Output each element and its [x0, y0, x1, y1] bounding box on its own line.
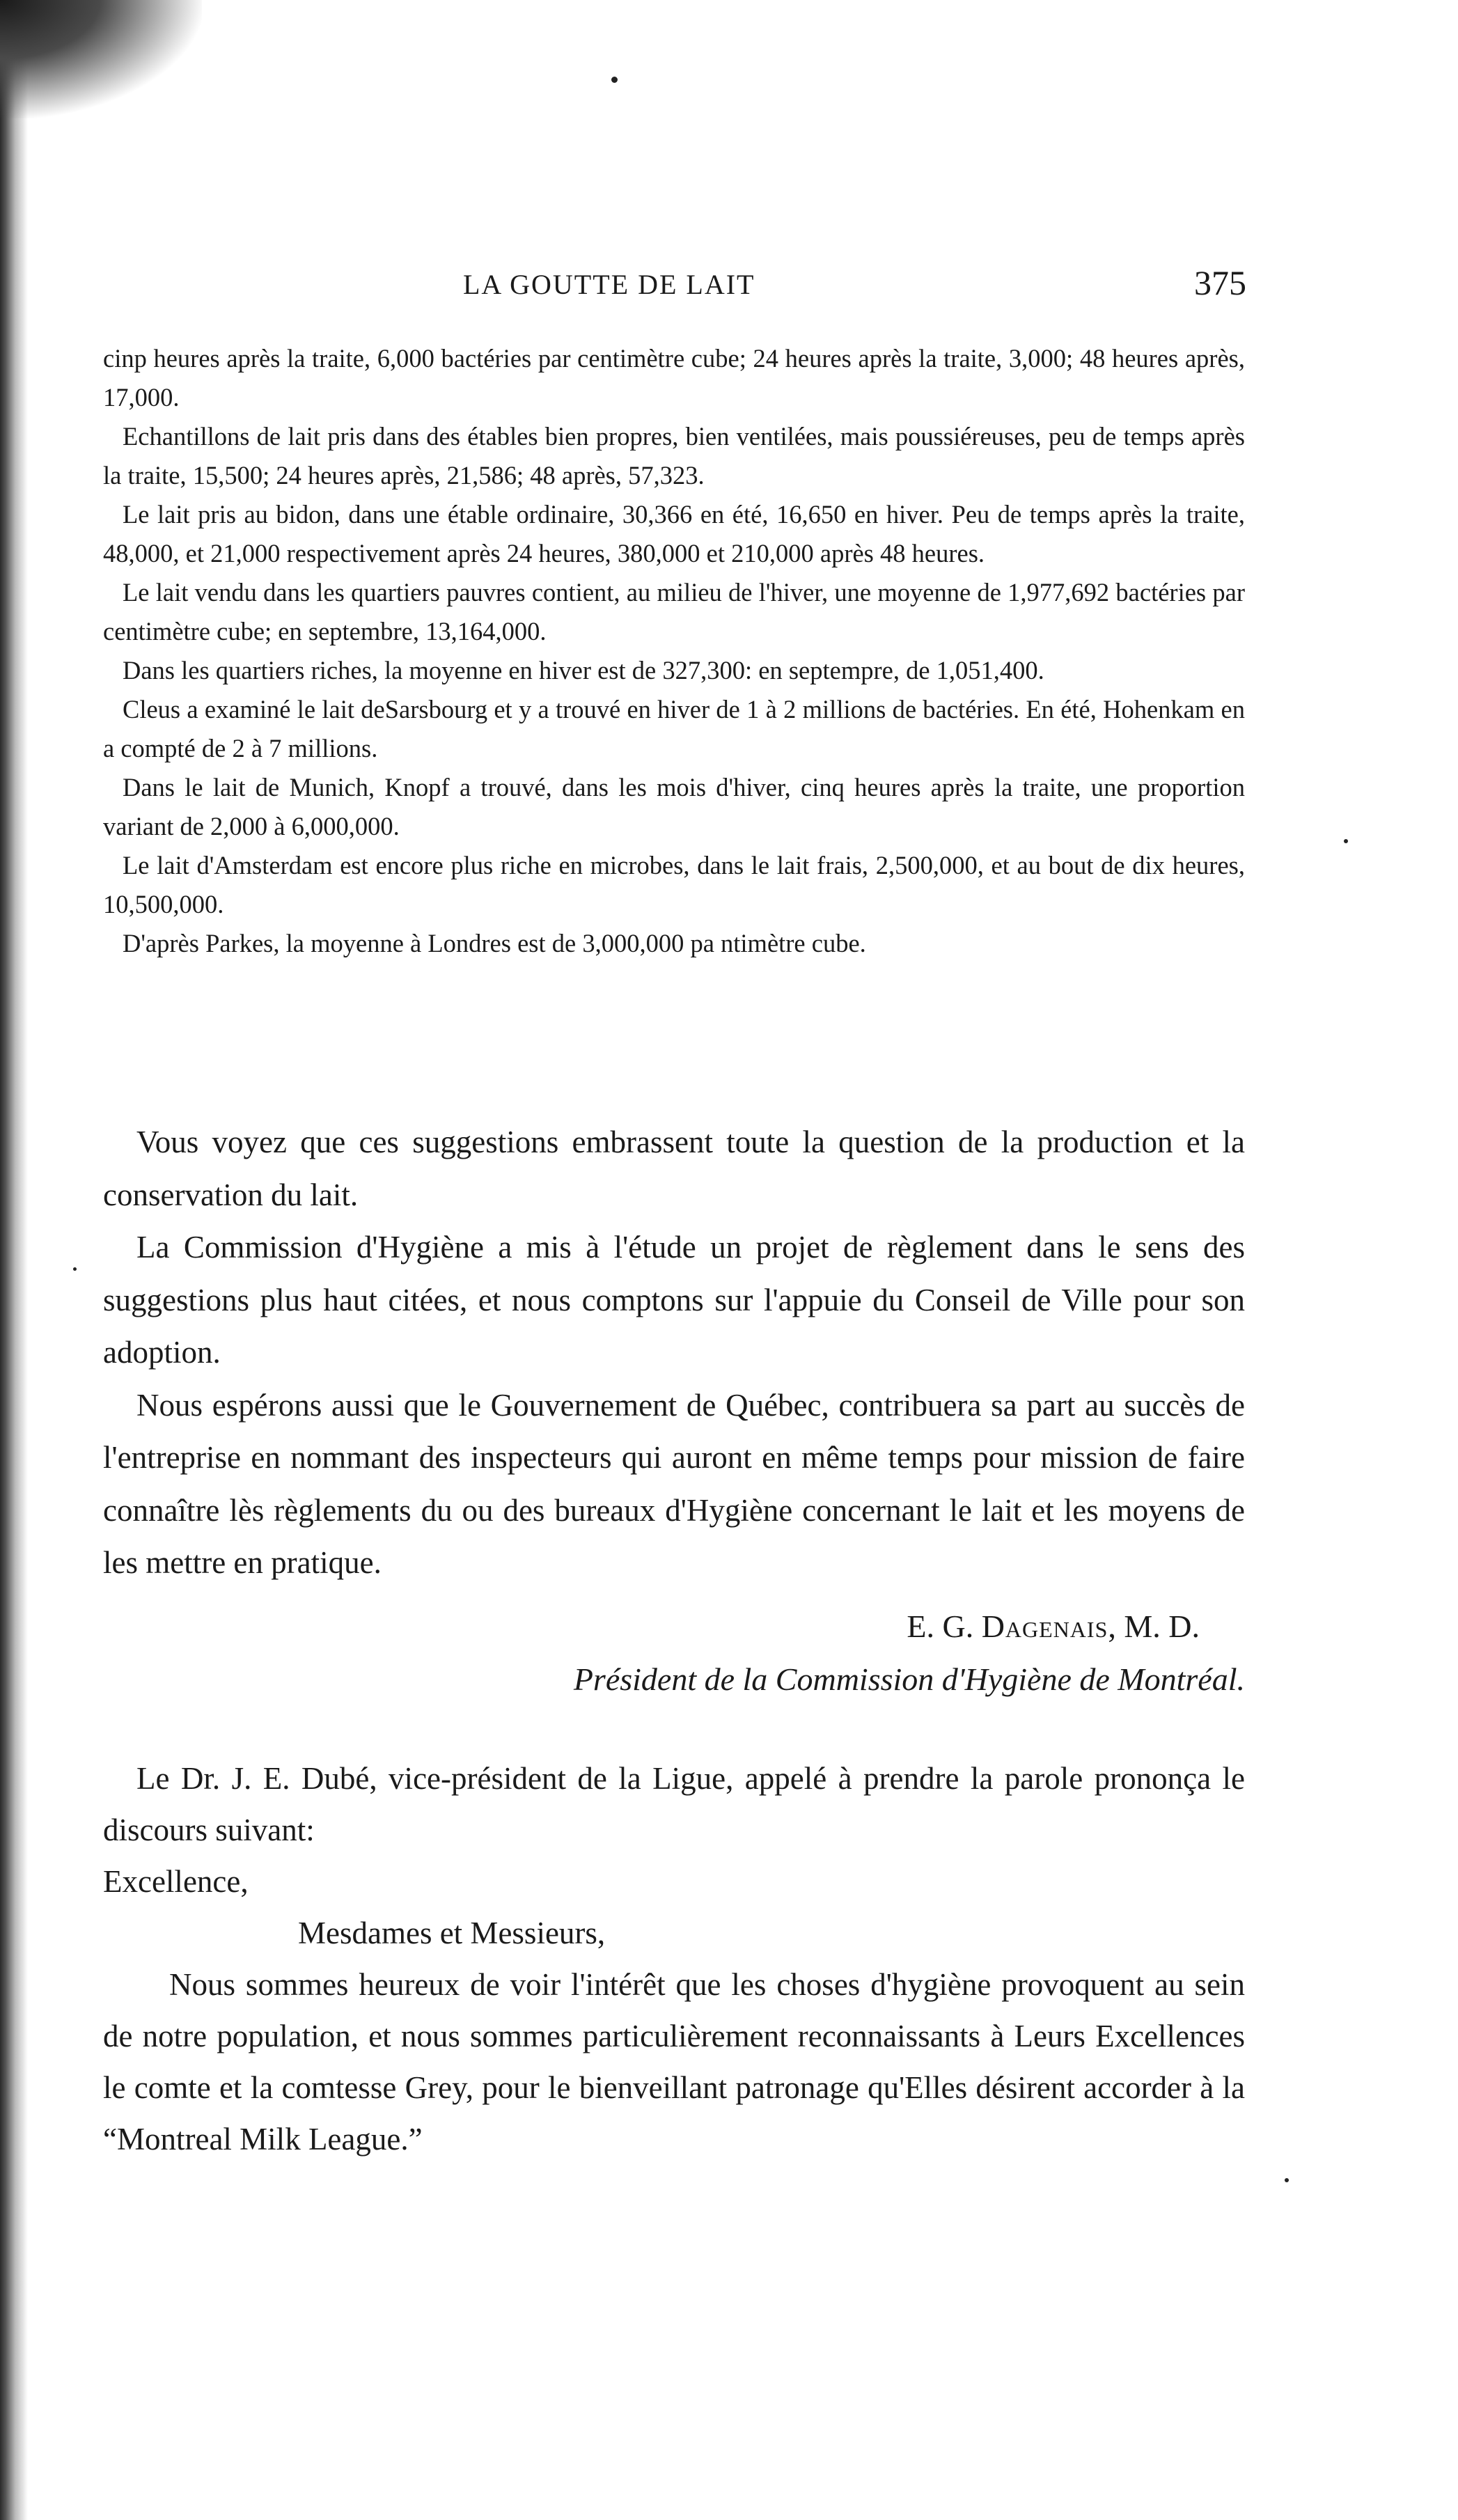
speech-paragraph: Nous sommes heureux de voir l'intérêt que les choses d'hygiène provoquent au sein de notre population, et nous sommes particulièrement reconnaissants à Leurs Excellences le comte et la comtesse Grey, pour le bienveillant patronage qu'Elles désirent accorder à la “Montreal Milk League.” [103, 1967, 1245, 2157]
signatory-surname: Dagenais [981, 1609, 1108, 1644]
ink-speck [73, 1267, 77, 1271]
statistics-paragraph: Cleus a examiné le lait deSarsbourg et y a trouvé en hiver de 1 à 2 millions de bactéries. En été, Hohenkam en a compté de 2 à 7 millions. [103, 695, 1245, 762]
body-paragraph: Vous voyez que ces suggestions embrassent toute la question de la production et la conservation du lait. [103, 1125, 1245, 1212]
ink-speck [1285, 2178, 1289, 2182]
scan-corner-shadow [0, 0, 202, 118]
speech-intro: Le Dr. J. E. Dubé, vice-président de la Ligue, appelé à prendre la parole prononça le discours suivant: [103, 1761, 1245, 1847]
page-number: 375 [1194, 263, 1246, 302]
statistics-paragraph: Echantillons de lait pris dans des étables bien propres, bien ventilées, mais poussiéreuses, peu de temps après la traite, 15,500; 24 heures après, 21,586; 48 après, 57,323. [103, 422, 1245, 490]
statistics-paragraph: Le lait pris au bidon, dans une étable ordinaire, 30,366 en été, 16,650 en hiver. Peu de temps après la traite, 48,000, et 21,000 respectivement après 24 heures, 380,000 et 210,000 après 48 heures. [103, 500, 1245, 568]
ink-speck [611, 77, 618, 83]
signatory-initials: E. G. [907, 1609, 982, 1644]
salutation-audience: Mesdames et Messieurs, [298, 1916, 606, 1950]
statistics-paragraph: Dans le lait de Munich, Knopf a trouvé, dans les mois d'hiver, cinq heures après la traite, une proportion variant de 2,000 à 6,000,000. [103, 773, 1245, 840]
scan-binding-shadow [0, 0, 28, 2520]
signature-block [103, 1600, 1245, 1706]
statistics-paragraph: cinp heures après la traite, 6,000 bactéries par centimètre cube; 24 heures après la traite, 3,000; 48 heures après, 17,000. [103, 344, 1245, 412]
signatory-name [103, 1600, 1245, 1653]
signatory-degree: , M. D. [1108, 1609, 1200, 1644]
page-header [104, 263, 1246, 310]
body-paragraph: La Commission d'Hygiène a mis à l'étude un projet de règlement dans le sens des suggestions plus haut citées, et nous comptons sur l'appuie du Conseil de Ville pour son adoption. [103, 1230, 1245, 1370]
statistics-block [103, 339, 1245, 963]
statistics-paragraph: D'après Parkes, la moyenne à Londres est de 3,000,000 pa ntimètre cube. [123, 929, 866, 957]
signatory-title: Président de la Commission d'Hygiène de Montréal. [573, 1661, 1245, 1697]
running-title: LA GOUTTE DE LAIT [463, 269, 755, 300]
salutation-excellence: Excellence, [103, 1864, 249, 1899]
speech-section [103, 1753, 1245, 2165]
statistics-paragraph: Le lait vendu dans les quartiers pauvres contient, au milieu de l'hiver, une moyenne de 1,977,692 bactéries par centimètre cube; en septembre, 13,164,000. [103, 578, 1245, 645]
statistics-paragraph: Dans les quartiers riches, la moyenne en hiver est de 327,300: en septempre, de 1,051,400. [123, 656, 1044, 684]
report-conclusion [103, 1116, 1245, 1590]
ink-speck [1344, 839, 1348, 843]
statistics-paragraph: Le lait d'Amsterdam est encore plus riche en microbes, dans le lait frais, 2,500,000, et au bout de dix heures, 10,500,000. [103, 851, 1245, 918]
body-paragraph: Nous espérons aussi que le Gouvernement de Québec, contribuera sa part au succès de l'entreprise en nommant des inspecteurs qui auront en même temps pour mission de faire connaître lès règlements du ou des bureaux d'Hygiène concernant le lait et les moyens de les mettre en pratique. [103, 1387, 1245, 1580]
